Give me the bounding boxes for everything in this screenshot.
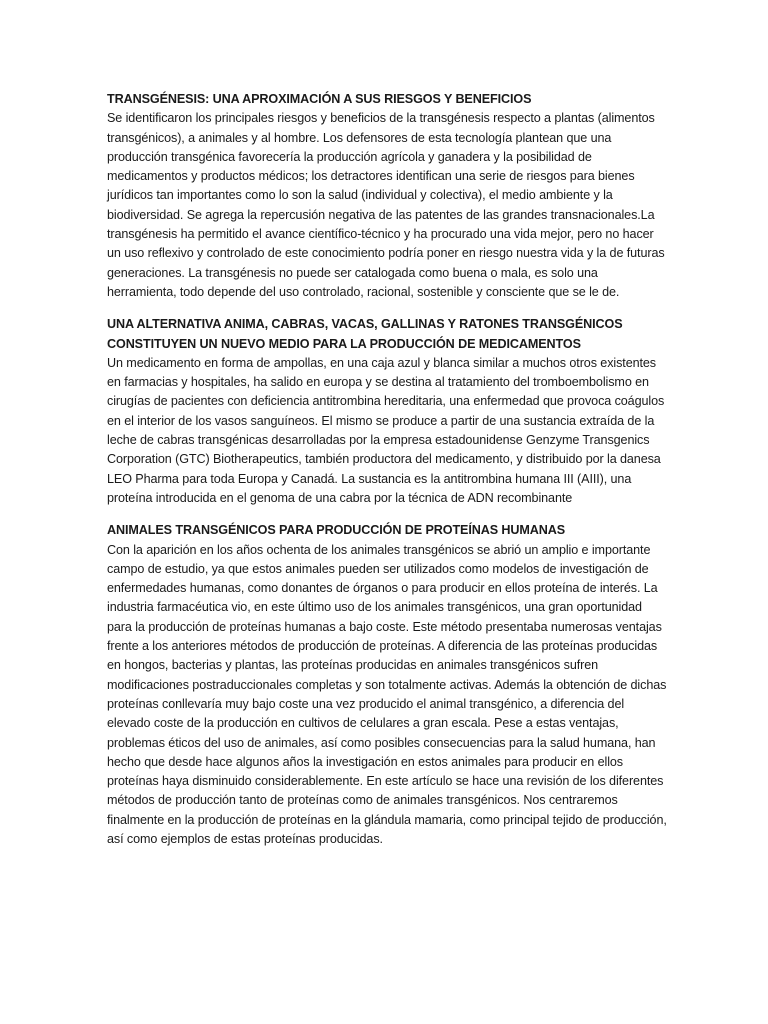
section-heading: TRANSGÉNESIS: UNA APROXIMACIÓN A SUS RIESGOS Y BENEFICIOS — [107, 92, 532, 106]
section-proteinas-humanas — [107, 521, 667, 849]
document-page — [107, 90, 667, 862]
section-body: Un medicamento en forma de ampollas, en una caja azul y blanca similar a muchos otros existentes en farmacias y hospitales, ha salido en europa y se destina al tratamiento del tromboembolismo en cirugías de pacientes con deficiencia antitrombina hereditaria, una enfermedad que provoca coágulos en el interior de los vasos sanguíneos. El mismo se produce a partir de una sustancia extraída de la leche de cabras transgénicas desarrolladas por la empresa estadounidense Genzyme Transgenics Corporation (GTC) Biotherapeutics, también productora del medicamento, y distribuido por la danesa LEO Pharma para toda Europa y Canadá. La sustancia es la antitrombina humana III (AIII), una proteína introducida en el genoma de una cabra por la técnica de ADN recombinante — [107, 355, 665, 505]
section-transgenesis — [107, 90, 667, 302]
section-alternativa-animal — [107, 315, 667, 508]
section-heading: UNA ALTERNATIVA ANIMA, CABRAS, VACAS, GALLINAS Y RATONES TRANSGÉNICOS CONSTITUYEN UN NUEVO MEDIO PARA LA PRODUCCIÓN DE MEDICAMENTOS — [107, 317, 623, 351]
section-body: Con la aparición en los años ochenta de los animales transgénicos se abrió un amplio e importante campo de estudio, ya que estos animales pueden ser utilizados como modelos de investigación de enfermedades humanas, como donantes de órganos o para producir en ellos proteína de interés. La industria farmacéutica vio, en este último uso de los animales transgénicos, una gran oportunidad para la producción de proteínas humanas a bajo coste. Este método presentaba numerosas ventajas frente a los anteriores métodos de producción de proteínas. A diferencia de las proteínas producidas en hongos, bacterias y plantas, las proteínas producidas en animales transgénicos sufren modificaciones postraduccionales completas y son totalmente activas. Además la obtención de dichas proteínas conllevaría muy bajo coste una vez producido el animal transgénico, a diferencia del elevado coste de la producción en cultivos de celulares a gran escala. Pese a estas ventajas, problemas éticos del uso de animales, así como posibles consecuencias para la salud humana, han hecho que desde hace algunos años la investigación en estos animales para producir en ellos proteínas haya disminuido considerablemente. En este artículo se hace una revisión de los diferentes métodos de producción tanto de proteínas como de animales transgénicos. Nos centraremos finalmente en la producción de proteínas en la glándula mamaria, como principal tejido de producción, así como ejemplos de estas proteínas producidas. — [107, 542, 667, 846]
section-heading: ANIMALES TRANSGÉNICOS PARA PRODUCCIÓN DE PROTEÍNAS HUMANAS — [107, 523, 566, 538]
section-body: Se identificaron los principales riesgos y beneficios de la transgénesis respecto a plantas (alimentos transgénicos), a animales y al hombre. Los defensores de esta tecnología plantean que una producción transgénica favorecería la producción agrícola y ganadera y la posibilidad de medicamentos y productos médicos; los detractores identifican una serie de riesgos para bienes jurídicos tan importantes como lo son la salud (individual y colectiva), el medio ambiente y la biodiversidad. Se agrega la repercusión negativa de las patentes de las grandes transnacionales.La transgénesis ha permitido el avance científico-técnico y ha procurado una vida mejor, pero no hacer un uso reflexivo y controlado de este conocimiento podría poner en riesgo nuestra vida y la de futuras generaciones. La transgénesis no puede ser catalogada como buena o mala, es solo una herramienta, todo depende del uso controlado, racional, sostenible y consciente que se le de. — [107, 111, 665, 299]
